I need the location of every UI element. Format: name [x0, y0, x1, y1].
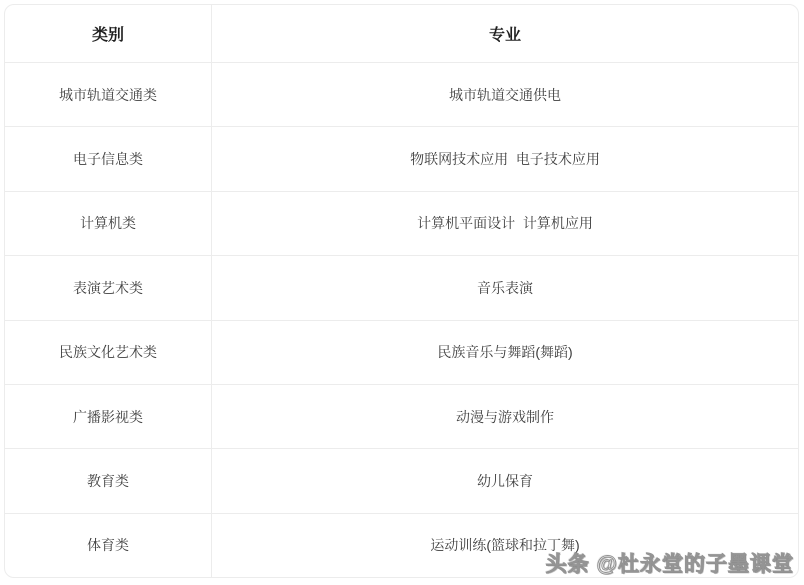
table-row — [5, 448, 798, 512]
table-row — [5, 513, 798, 577]
majors-cell: 音乐表演 — [211, 256, 798, 319]
table-header-row — [5, 5, 798, 62]
category-cell: 城市轨道交通类 — [59, 86, 157, 103]
toutiao-watermark: 头条 @杜永堂的子墨课堂 — [545, 553, 794, 576]
category-cell: 民族文化艺术类 — [59, 344, 157, 361]
table-row — [5, 384, 798, 448]
majors-cell: 运动训练(篮球和拉丁舞) — [211, 514, 798, 577]
table-row — [5, 320, 798, 384]
category-cell: 表演艺术类 — [73, 279, 143, 296]
category-cell: 计算机类 — [80, 215, 136, 232]
category-cell: 电子信息类 — [73, 151, 143, 168]
category-major-table — [4, 4, 799, 578]
majors-cell: 动漫与游戏制作 — [211, 385, 798, 448]
table-row — [5, 62, 798, 126]
majors-cell: 计算机平面设计 计算机应用 — [211, 192, 798, 255]
majors-cell: 城市轨道交通供电 — [211, 63, 798, 126]
majors-cell: 物联网技术应用 电子技术应用 — [211, 127, 798, 190]
header-category: 类别 — [91, 27, 124, 44]
header-major: 专业 — [211, 5, 798, 62]
table-row — [5, 255, 798, 319]
table-row — [5, 191, 798, 255]
category-cell: 教育类 — [87, 472, 129, 489]
category-cell: 体育类 — [87, 537, 129, 554]
majors-cell: 幼儿保育 — [211, 449, 798, 512]
majors-cell: 民族音乐与舞蹈(舞蹈) — [211, 321, 798, 384]
table-row — [5, 126, 798, 190]
category-cell: 广播影视类 — [73, 408, 143, 425]
